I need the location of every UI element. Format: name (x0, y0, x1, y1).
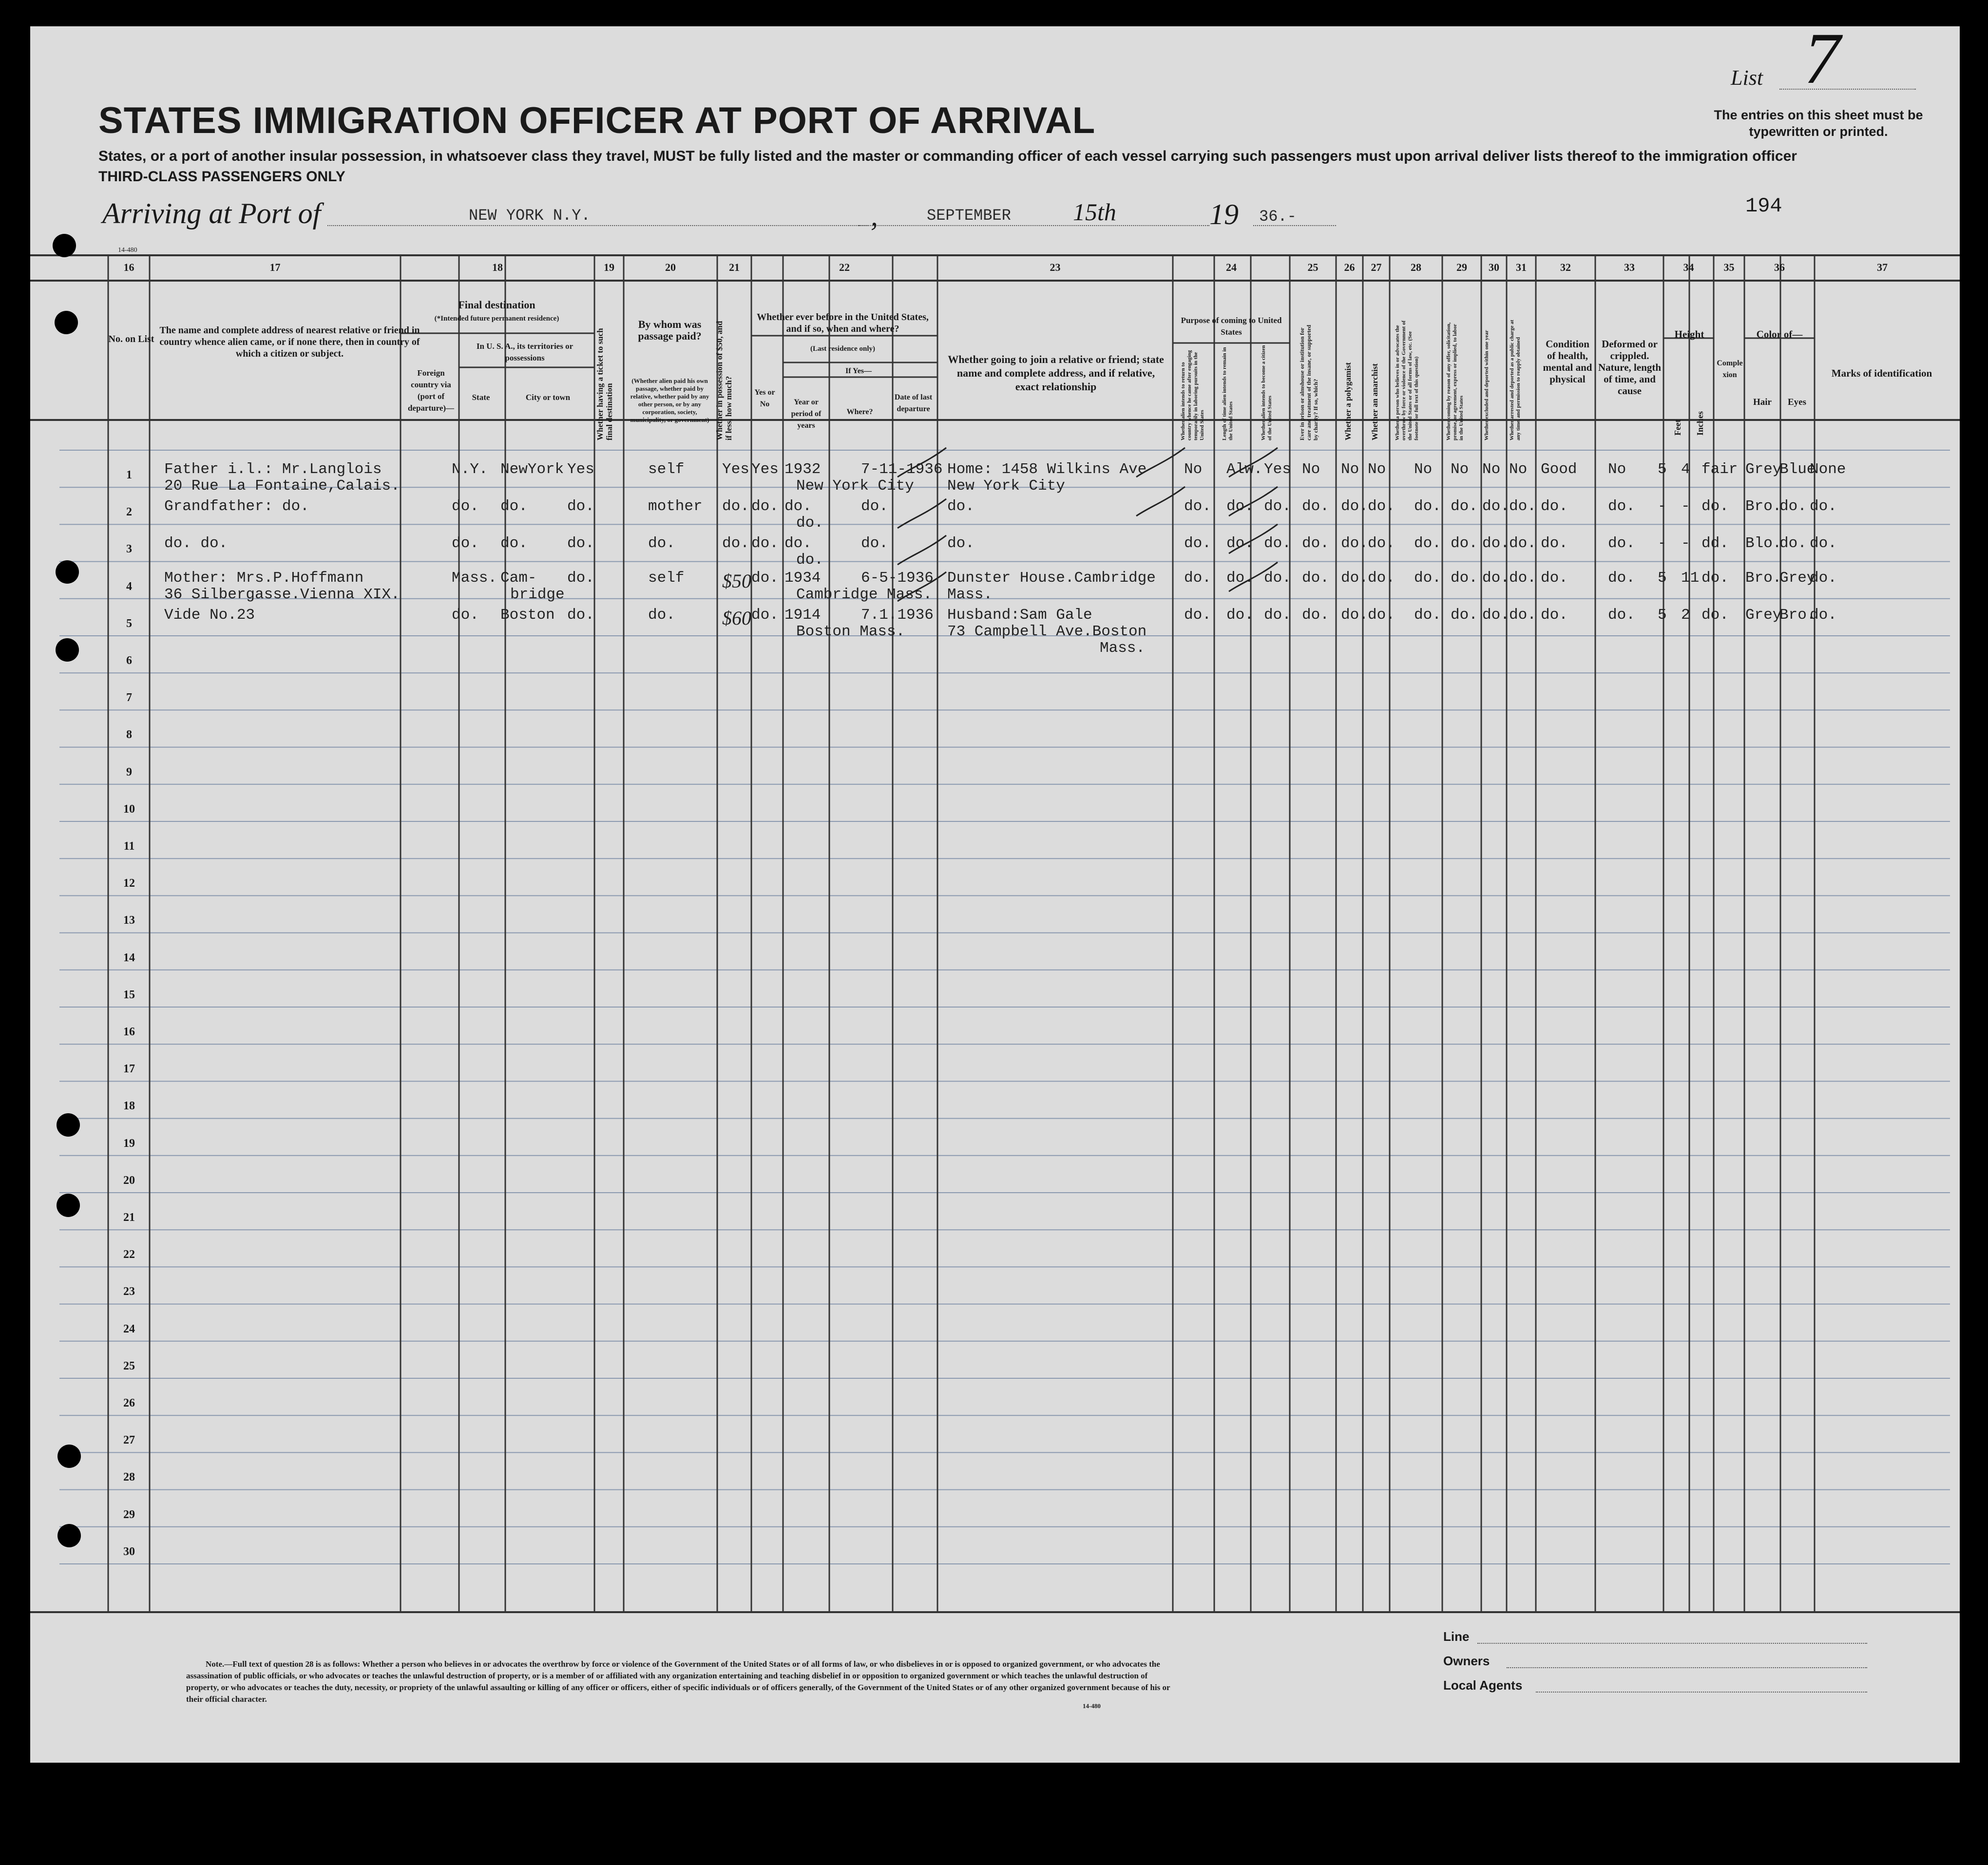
row-number: 9 (126, 765, 132, 779)
column-number: 18 (492, 261, 503, 273)
check-mark (898, 535, 946, 565)
hdr-last-departure: Date of last departure (894, 393, 933, 413)
punch-hole (57, 1445, 81, 1468)
local-agents-label: Local Agents (1443, 1678, 1523, 1693)
labor-offer-value: do. (1451, 498, 1478, 515)
anarchist-value: do. (1368, 498, 1395, 515)
last-departure: 6-5-1936 (861, 569, 934, 587)
join-relative: Dunster House.Cambridge (947, 569, 1156, 587)
hdr-purpose-citizen: Whether alien intends to become a citizen of the United States (1261, 345, 1273, 440)
year-suffix: 36.- (1259, 208, 1297, 226)
row-number: 28 (123, 1471, 135, 1484)
before-in-us: do. (751, 535, 779, 552)
deformed-value: do. (1608, 569, 1635, 587)
column-number: 19 (604, 261, 614, 273)
purpose-citizen: do. (1264, 569, 1291, 587)
anarchist-value: No (1368, 461, 1386, 478)
hdr-where: Where? (846, 408, 873, 416)
hdr-prison: Ever in prison or almshouse or institution for care and treatment of the insane, or supported by charity? If so, which? (1299, 324, 1319, 440)
row-number: 24 (123, 1322, 135, 1335)
labor-offer-value: do. (1451, 569, 1478, 587)
passage-paid-by: do. (648, 535, 675, 552)
eye-color: do. (1779, 535, 1807, 552)
column-number: 26 (1344, 261, 1355, 273)
row-number: 19 (123, 1137, 135, 1150)
health-value: Good (1541, 461, 1577, 478)
anarchist-value: do. (1368, 535, 1395, 552)
year-value: do. (784, 498, 812, 515)
excluded-value: do. (1482, 498, 1510, 515)
hdr-complexion: Complexion (1717, 359, 1743, 379)
hdr-passage-paid: By whom was passage paid? (638, 318, 702, 342)
hdr-purpose: Purpose of coming to United States (1181, 316, 1282, 337)
month-value: SEPTEMBER (927, 207, 1011, 225)
row-number: 29 (123, 1508, 135, 1521)
column-number: 32 (1560, 261, 1571, 273)
complexion-value: do. (1701, 569, 1729, 587)
ticket-value: Yes (567, 461, 594, 478)
column-number: 21 (729, 261, 740, 273)
hdr-in-usa: In U. S. A., its territories or possessions (476, 342, 573, 362)
row-number: 4 (126, 580, 132, 593)
passage-paid-by: self (648, 569, 685, 587)
hdr-height: Height (1674, 328, 1704, 340)
column-number: 34 (1683, 261, 1694, 273)
relative-name: Grandfather: do. (164, 498, 309, 515)
money-value: Yes (722, 461, 749, 478)
join-relative: Home: 1458 Wilkins Ave (947, 461, 1147, 478)
last-departure: 7.1.1936 (861, 606, 934, 624)
column-number: 33 (1624, 261, 1635, 273)
table-grid (30, 26, 1960, 1763)
ticket-value: do. (567, 498, 594, 515)
hair-color: Grey (1745, 606, 1782, 624)
deformed-value: No (1608, 461, 1626, 478)
hdr-year-period: Year or period of years (791, 398, 822, 430)
punch-hole (57, 1113, 80, 1137)
before-in-us: do. (751, 498, 779, 515)
labor-offer-value: do. (1451, 606, 1478, 624)
hdr-eyes: Eyes (1788, 397, 1806, 407)
hdr-excluded: Whether excluded and deported within one year (1484, 330, 1490, 440)
sheet-stamp: 194 (1745, 194, 1782, 218)
destination-city: do. (500, 498, 528, 515)
destination-state: N.Y. (452, 461, 488, 478)
relative-name: Mother: Mrs.P.Hoffmann (164, 569, 364, 587)
labor-offer-value: No (1451, 461, 1469, 478)
relative-name: do. do. (164, 535, 228, 552)
row-number: 16 (123, 1026, 135, 1038)
comma-1: , (871, 200, 878, 232)
row-number: 3 (126, 543, 132, 556)
destination-state: Mass. (452, 569, 497, 587)
height-feet: 5 (1658, 461, 1667, 478)
prison-value: do. (1302, 535, 1329, 552)
destination-city: Boston (500, 606, 555, 624)
purpose-citizen: do. (1264, 498, 1291, 515)
complexion-value: do. (1701, 606, 1729, 624)
year-value: do. (784, 535, 812, 552)
passage-paid-by: self (648, 461, 685, 478)
money-value: do. (722, 498, 749, 515)
complexion-value: fair (1701, 461, 1738, 478)
eye-color: Bro. (1779, 606, 1816, 624)
purpose-return: No (1184, 461, 1203, 478)
column-number: 36 (1774, 261, 1785, 273)
complexion-value: do. (1701, 498, 1729, 515)
row-number: 12 (123, 877, 135, 890)
hdr-before-sub: (Last residence only) (810, 345, 876, 353)
column-number: 24 (1226, 261, 1237, 273)
last-departure: 7-11-1936 (861, 461, 943, 478)
punch-hole (55, 311, 78, 334)
hair-color: Bro. (1745, 569, 1782, 587)
hdr-money: Whether in possession of $50, and if less, how much? (715, 321, 733, 440)
hair-color: Bro. (1745, 498, 1782, 515)
row-number: 18 (123, 1100, 135, 1113)
hdr-state: State (472, 393, 490, 402)
purpose-return: do. (1184, 535, 1211, 552)
row-number: 15 (123, 988, 135, 1001)
identification-marks: do. (1810, 569, 1837, 587)
health-value: do. (1541, 535, 1568, 552)
row-number: 10 (123, 802, 135, 816)
join-relative-address: Mass. (947, 586, 993, 603)
row-number: 5 (126, 617, 132, 630)
height-inches: - (1681, 535, 1690, 552)
row-number: 2 (126, 506, 132, 519)
excluded-value: do. (1482, 535, 1510, 552)
height-feet: - (1658, 535, 1667, 552)
ticket-value: do. (567, 569, 594, 587)
row-number: 20 (123, 1174, 135, 1187)
column-number: 29 (1456, 261, 1467, 273)
money-value: $50 (722, 570, 751, 592)
prison-value: do. (1302, 569, 1329, 587)
labor-offer-value: do. (1451, 535, 1478, 552)
relative-name: Vide No.23 (164, 606, 255, 624)
where-value: New York City (796, 477, 914, 495)
class-line: THIRD-CLASS PASSENGERS ONLY (98, 169, 345, 185)
table-frame (30, 255, 1960, 1612)
last-departure: do. (861, 498, 888, 515)
year-value: 1914 (784, 606, 821, 624)
column-number: 27 (1371, 261, 1382, 273)
height-feet: 5 (1658, 606, 1667, 624)
column-number: 28 (1411, 261, 1421, 273)
row-number: 26 (123, 1397, 135, 1409)
deformed-value: do. (1608, 606, 1635, 624)
owners-label: Owners (1443, 1654, 1490, 1668)
hdr-hair: Hair (1753, 397, 1772, 407)
identification-marks: do. (1810, 535, 1837, 552)
row-number: 27 (123, 1434, 135, 1447)
purpose-return: do. (1184, 498, 1211, 515)
owners-fill-line (1507, 1667, 1867, 1668)
intro-line: States, or a port of another insular possession, in whatsoever class they travel, MUST be fully listed and the master or commanding officer of each vessel carrying such passengers must upon arrival deliver lists thereof to the immigration officer (98, 148, 1797, 164)
join-relative: Husband:Sam Gale (947, 606, 1092, 624)
row-number: 11 (123, 840, 135, 853)
punch-hole (57, 1194, 80, 1217)
join-relative-address: 73 Campbell Ave.Boston (947, 623, 1147, 640)
column-number: 25 (1307, 261, 1319, 273)
destination-city: do. (500, 535, 528, 552)
destination-city-cont: bridge (510, 586, 565, 603)
q28-value: do. (1414, 535, 1441, 552)
column-number: 20 (665, 261, 676, 273)
hdr-if-yes: If Yes— (845, 367, 872, 375)
q28-value: do. (1414, 569, 1441, 587)
row-number: 25 (123, 1359, 135, 1372)
prison-value: do. (1302, 606, 1329, 624)
before-in-us: do. (751, 606, 779, 624)
form-title: STATES IMMIGRATION OFFICER AT PORT OF ARRIVAL (98, 100, 1096, 141)
prison-value: No (1302, 461, 1320, 478)
polygamist-value: do. (1341, 535, 1368, 552)
hdr-purpose-length: Length of time alien intends to remain in the United States (1222, 347, 1234, 440)
hdr-before-in-us: Whether ever before in the United States, and if so, when and where? (757, 312, 929, 334)
destination-city: NewYork (500, 461, 564, 478)
column-number: 17 (269, 261, 281, 273)
complexion-value: dd. (1701, 535, 1729, 552)
deformed-value: do. (1608, 498, 1635, 515)
excluded-value: No (1482, 461, 1501, 478)
year-value: 1934 (784, 569, 821, 587)
form-code-bottom: 14-480 (1083, 1702, 1101, 1710)
passage-paid-by: mother (648, 498, 703, 515)
hdr-city: City or town (525, 393, 571, 402)
relative-name: Father i.l.: Mr.Langlois (164, 461, 382, 478)
port-value: NEW YORK N.Y. (469, 207, 591, 225)
height-feet: - (1658, 498, 1667, 515)
manifest-sheet (30, 18, 1960, 1763)
line-fill-line (1477, 1643, 1867, 1644)
hdr-ticket: Whether having a ticket to such final destination (595, 328, 614, 440)
hdr-foreign-country: Foreign country via (port of departure)— (407, 368, 455, 413)
column-number: 22 (839, 261, 850, 273)
ticket-value: do. (567, 606, 594, 624)
row-number: 1 (126, 469, 132, 481)
where-value: do. (796, 552, 823, 569)
agents-fill-line (1536, 1692, 1867, 1693)
hdr-passage-paid-sub: (Whether alien paid his own passage, whether paid by relative, whether paid by any other person, or by any corporation, society, municipality, or government) (630, 377, 709, 423)
where-value: Cambridge Mass. (796, 586, 933, 603)
column-number: 16 (123, 261, 134, 273)
deformed-value: do. (1608, 535, 1635, 552)
polygamist-value: do. (1341, 569, 1368, 587)
destination-city: Cam- (500, 569, 537, 587)
hair-color: Grey (1745, 461, 1782, 478)
height-inches: 11 (1681, 569, 1700, 587)
hdr-polygamist: Whether a polygamist (1343, 362, 1353, 440)
column-number: 31 (1516, 261, 1527, 273)
polygamist-value: No (1341, 461, 1359, 478)
anarchist-value: do. (1368, 569, 1395, 587)
row-number: 17 (123, 1063, 135, 1076)
punch-hole (56, 638, 79, 662)
destination-state: do. (452, 498, 479, 515)
hdr-labor-offer: Whether coming by reason of any offer, solicitation, promise, or agreement, express or implied, to labor in the United States (1446, 322, 1464, 440)
relative-address: 20 Rue La Fontaine,Calais. (164, 477, 400, 495)
punch-hole (53, 234, 76, 257)
prison-value: do. (1302, 498, 1329, 515)
purpose-length: Alw. (1226, 461, 1263, 478)
health-value: do. (1541, 498, 1568, 515)
hdr-color-of: Color of— (1756, 328, 1803, 340)
q28-value: No (1414, 461, 1433, 478)
check-mark (898, 499, 946, 528)
day-value: 15th (1073, 198, 1116, 226)
height-inches: 4 (1681, 461, 1690, 478)
q28-value: do. (1414, 498, 1441, 515)
punch-hole (56, 560, 79, 584)
identification-marks: do. (1810, 606, 1837, 624)
check-mark (1136, 487, 1185, 516)
where-value: Boston Mass. (796, 623, 905, 640)
before-in-us: Yes (751, 461, 779, 478)
before-in-us: do. (751, 569, 779, 587)
q28-value: do. (1414, 606, 1441, 624)
purpose-length: do. (1226, 569, 1254, 587)
hdr-anarchist: Whether an anarchist (1370, 363, 1379, 440)
purpose-length: do. (1226, 498, 1254, 515)
purpose-length: do. (1226, 606, 1254, 624)
purpose-citizen: do. (1264, 606, 1291, 624)
hdr-final-destination: Final destination (458, 299, 535, 311)
list-label: List (1731, 66, 1763, 90)
row-number: 7 (126, 691, 132, 704)
eye-color: Grey (1779, 569, 1816, 587)
hdr-feet: Feet (1673, 419, 1682, 436)
health-value: do. (1541, 569, 1568, 587)
polygamist-value: do. (1341, 606, 1368, 624)
row-number: 30 (123, 1545, 135, 1558)
punch-hole (57, 1524, 81, 1547)
purpose-citizen: do. (1264, 535, 1291, 552)
row-number: 8 (126, 728, 132, 742)
hdr-q28: Whether a person who believes in or advocates the overthrow by force or violence of the Government of the United States or of all forms of law, etc. (See footnote for full text of this question) (1395, 320, 1419, 440)
arrested-value: do. (1509, 535, 1536, 552)
arrested-value: do. (1509, 569, 1536, 587)
hdr-relative: The name and complete address of nearest relative or friend in country whence alien came, or if none there, then in country of which a citizen or subject. (159, 325, 420, 359)
height-inches: 2 (1681, 606, 1690, 624)
hdr-no-on-list: No. on List (108, 334, 154, 344)
form-code-top: 14-480 (118, 247, 137, 254)
height-inches: - (1681, 498, 1690, 515)
join-relative-address: New York City (947, 477, 1065, 495)
height-feet: 5 (1658, 569, 1667, 587)
purpose-return: do. (1184, 569, 1211, 587)
excluded-value: do. (1482, 569, 1510, 587)
line-label: Line (1443, 1629, 1470, 1644)
arrested-value: do. (1509, 498, 1536, 515)
hdr-marks: Marks of identification (1831, 367, 1932, 379)
arrested-value: No (1509, 461, 1528, 478)
row-number: 21 (123, 1211, 135, 1224)
column-number: 30 (1489, 261, 1499, 273)
last-departure: do. (861, 535, 888, 552)
destination-state: do. (452, 535, 479, 552)
column-number: 37 (1877, 261, 1888, 273)
hdr-health: Condition of health, mental and physical (1543, 338, 1592, 385)
hdr-purpose-return: Whether alien intends to return to country whence he came after engaging temporarily in laboring pursuits in the United States (1180, 350, 1205, 440)
eye-color: do. (1779, 498, 1807, 515)
row-number: 13 (123, 914, 135, 927)
row-number: 22 (123, 1248, 135, 1261)
money-value: $60 (722, 607, 751, 629)
hdr-join-relative: Whether going to join a relative or friend; state name and complete address, and if relative, exact relationship (948, 353, 1164, 393)
health-value: do. (1541, 606, 1568, 624)
hair-color: Blo. (1745, 535, 1782, 552)
polygamist-value: do. (1341, 498, 1368, 515)
join-relative-address-cont: Mass. (1100, 639, 1146, 657)
list-number: 7 (1804, 18, 1840, 99)
money-value: do. (722, 535, 749, 552)
ticket-value: do. (567, 535, 594, 552)
purpose-citizen: Yes (1264, 461, 1291, 478)
column-number: 35 (1723, 261, 1735, 273)
eye-color: Blue (1779, 461, 1816, 478)
year-prefix: 19 (1209, 198, 1239, 230)
hdr-deformed: Deformed or crippled. Nature, length of time, and cause (1598, 338, 1662, 397)
purpose-return: do. (1184, 606, 1211, 624)
purpose-length: do. (1226, 535, 1254, 552)
join-relative: do. (947, 535, 975, 552)
row-number: 23 (123, 1285, 135, 1298)
column-lines (108, 255, 1815, 1612)
hdr-yes-no: Yes or No (754, 388, 775, 408)
question-28-note: Note.—Full text of question 28 is as follows: Whether a person who believes in or advocates the overthrow by force or violence of the Government of the United States or of all forms of law, or who disbelieves in or is opposed to organized government, or who advocates the assassination of public officials, or who advocates or teaches the unlawful destruction of property, or is a member of or affiliated with any organization entertaining and teaching disbelief in or opposition to organized government or which teaches the unlawful destruction of property, or who advocates or teaches the duty, necessity, or propriety of the unlawful assaulting or killing of any officer or officers, either of specific individuals or of officers generally, of the Government of the United States or of any other organized government because of his or their official character. (186, 1659, 1170, 1704)
excluded-value: do. (1482, 606, 1510, 624)
port-label: Arriving at Port of (102, 197, 321, 229)
entries-note: The entries on this sheet must be typewritten or printed. (1714, 108, 1923, 139)
hdr-final-destination-sub: (*Intended future permanent residence) (434, 315, 559, 323)
hdr-inches: Inches (1695, 411, 1705, 436)
identification-marks: do. (1810, 498, 1837, 515)
year-value: 1932 (784, 461, 821, 478)
arrested-value: do. (1509, 606, 1536, 624)
anarchist-value: do. (1368, 606, 1395, 624)
join-relative: do. (947, 498, 975, 515)
hdr-arrested: Whether arrested and deported as a public charge at any time, and permission to reapply obtained (1509, 320, 1521, 440)
relative-address: 36 Silbergasse.Vienna XIX. (164, 586, 400, 603)
row-number: 6 (126, 654, 132, 667)
row-number: 14 (123, 951, 135, 964)
where-value: do. (796, 514, 823, 532)
column-number: 23 (1050, 261, 1061, 273)
passage-paid-by: do. (648, 606, 675, 624)
identification-marks: None (1810, 461, 1846, 478)
destination-state: do. (452, 606, 479, 624)
